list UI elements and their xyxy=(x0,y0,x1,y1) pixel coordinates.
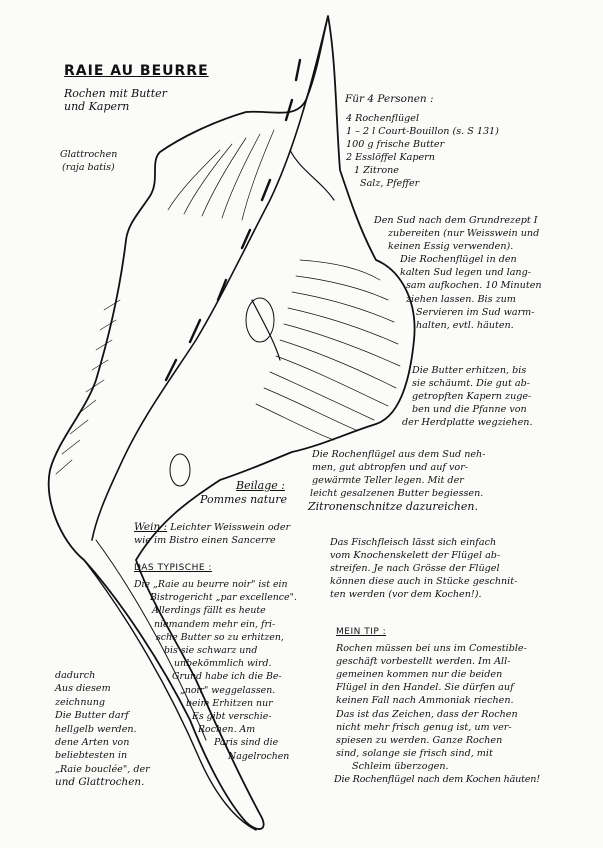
step-line: zubereiten (nur Weisswein und xyxy=(388,228,540,240)
step-line: sam aufkochen. 10 Minuten xyxy=(406,280,542,292)
step-line: kalten Sud legen und lang- xyxy=(400,267,531,279)
step-line: leicht gesalzenen Butter begiessen. xyxy=(310,488,484,500)
wine-line: wie im Bistro einen Sancerre xyxy=(134,535,276,547)
typical-line: unbekömmlich wird. xyxy=(174,658,272,670)
instruction-step-3 xyxy=(308,448,485,513)
typical-line: Bistrogericht „par excellence". xyxy=(150,592,297,604)
typical-line: dadurch xyxy=(55,670,96,681)
typical-line: „Raie bouclée", der xyxy=(55,763,150,775)
step-line: Das Fischfleisch lässt sich einfach xyxy=(330,537,497,548)
typical-heading: DAS TYPISCHE : xyxy=(134,563,212,573)
tip-line: geschäft vorbestellt werden. Im All- xyxy=(336,656,511,668)
step-line: getropften Kapern zuge- xyxy=(412,391,532,403)
step-line: der Herdplatte wegziehen. xyxy=(402,417,533,429)
typical-line: dene Arten von xyxy=(55,737,130,749)
step-line: Die Rochenflügel aus dem Sud neh- xyxy=(312,449,486,460)
instruction-step-4 xyxy=(330,536,517,601)
wine-section xyxy=(134,521,290,547)
ingredient-item: 1 – 2 l Court-Bouillon (s. S 131) xyxy=(346,126,499,138)
step-line: ben und die Pfanne von xyxy=(412,404,527,416)
tip-line: Schleim überzogen. xyxy=(352,760,449,772)
typical-text-right xyxy=(134,578,297,763)
typical-text-left xyxy=(55,669,150,790)
typical-line: beim Erhitzen nur xyxy=(186,697,273,709)
recipe-subtitle-line-2: und Kapern xyxy=(64,100,130,113)
tip-line: keinen Fall nach Ammoniak riechen. xyxy=(336,695,514,707)
typical-line: zeichnung xyxy=(55,696,106,708)
typical-line: sche Butter so zu erhitzen, xyxy=(156,631,284,643)
typical-line: Die Butter darf xyxy=(55,710,129,722)
tip-heading: MEIN TIP : xyxy=(336,627,387,637)
tip-section xyxy=(336,626,540,786)
tip-line: Das ist das Zeichen, dass der Rochen xyxy=(336,708,518,720)
step-line: ziehen lassen. Bis zum xyxy=(406,293,516,305)
typical-line: beliebtesten in xyxy=(55,750,128,762)
typical-line: Nagelrochen xyxy=(228,750,290,762)
typical-line: Allerdings fällt es heute xyxy=(152,605,266,617)
typical-line: „noir" weggelassen. xyxy=(180,684,276,696)
tip-line: spiesen zu werden. Ganze Rochen xyxy=(336,734,503,746)
tip-line: gemeinen kommen nur die beiden xyxy=(336,669,503,681)
tip-line: sind, solange sie frisch sind, mit xyxy=(336,747,493,759)
step-line: vom Knochenskelett der Flügel ab- xyxy=(330,550,501,562)
typical-line: hellgelb werden. xyxy=(55,723,137,735)
species-name: Glattrochen xyxy=(60,149,118,160)
tip-line: Rochen müssen bei uns im Comestible- xyxy=(336,643,527,655)
step-line: Den Sud nach dem Grundrezept I xyxy=(374,215,538,226)
typical-line: Es gibt verschie- xyxy=(192,711,272,723)
typical-line: Rochen. Am xyxy=(198,724,256,736)
step-line: Die Rochenflügel in den xyxy=(400,254,517,266)
step-line: Die Butter erhitzen, bis xyxy=(412,365,527,376)
ingredient-item: 1 Zitrone xyxy=(354,165,399,177)
step-line: gewärmte Teller legen. Mit der xyxy=(312,475,464,487)
ingredient-item: 100 g frische Butter xyxy=(346,139,445,151)
side-dish-heading: Beilage : xyxy=(236,479,285,492)
step-line: können diese auch in Stücke geschnit- xyxy=(330,576,518,588)
wine-heading: Wein : xyxy=(134,521,168,533)
step-line: halten, evtl. häuten. xyxy=(416,319,514,331)
typical-line: Die „Raie au beurre noir" ist ein xyxy=(134,579,288,590)
wine-text: Leichter Weisswein oder xyxy=(170,522,291,533)
typical-line: niemandem mehr ein, fri- xyxy=(154,618,276,630)
recipe-subtitle-line-1: Rochen mit Butter xyxy=(64,87,167,100)
servings-label: Für 4 Personen : xyxy=(345,93,434,105)
ingredient-item: 4 Rochenflügel xyxy=(346,113,420,124)
step-line: Zitronenschnitze dazureichen. xyxy=(308,500,478,514)
step-line: streifen. Je nach Grösse der Flügel xyxy=(330,563,500,575)
wine-line xyxy=(134,521,290,534)
side-dish-text: Pommes nature xyxy=(200,493,288,506)
instruction-step-1 xyxy=(374,214,542,332)
tip-line: nicht mehr frisch genug ist, um ver- xyxy=(336,721,512,733)
tip-line: Flügel in den Handel. Sie dürfen auf xyxy=(336,682,514,694)
step-line: sie schäumt. Die gut ab- xyxy=(412,378,530,390)
typical-line: Aus diesem xyxy=(55,683,111,695)
typical-line: bis sie schwarz und xyxy=(164,645,258,657)
typical-line: Grund habe ich die Be- xyxy=(172,671,282,683)
ingredients-list xyxy=(346,112,499,191)
typical-line: und Glattrochen. xyxy=(55,776,145,789)
step-line: keinen Essig verwenden). xyxy=(388,241,514,253)
ingredient-item: 2 Esslöffel Kapern xyxy=(346,152,435,164)
instruction-step-2 xyxy=(402,364,533,429)
step-line: Servieren im Sud warm- xyxy=(416,306,535,318)
step-line: men, gut abtropfen und auf vor- xyxy=(312,462,469,474)
tip-line: Die Rochenflügel nach dem Kochen häuten! xyxy=(334,774,540,786)
ingredient-item: Salz, Pfeffer xyxy=(360,178,420,190)
typical-line: Paris sind die xyxy=(214,737,279,749)
species-latin: (raja batis) xyxy=(62,162,115,173)
recipe-title: RAIE AU BEURRE xyxy=(64,63,209,79)
step-line: ten werden (vor dem Kochen!). xyxy=(330,589,482,601)
